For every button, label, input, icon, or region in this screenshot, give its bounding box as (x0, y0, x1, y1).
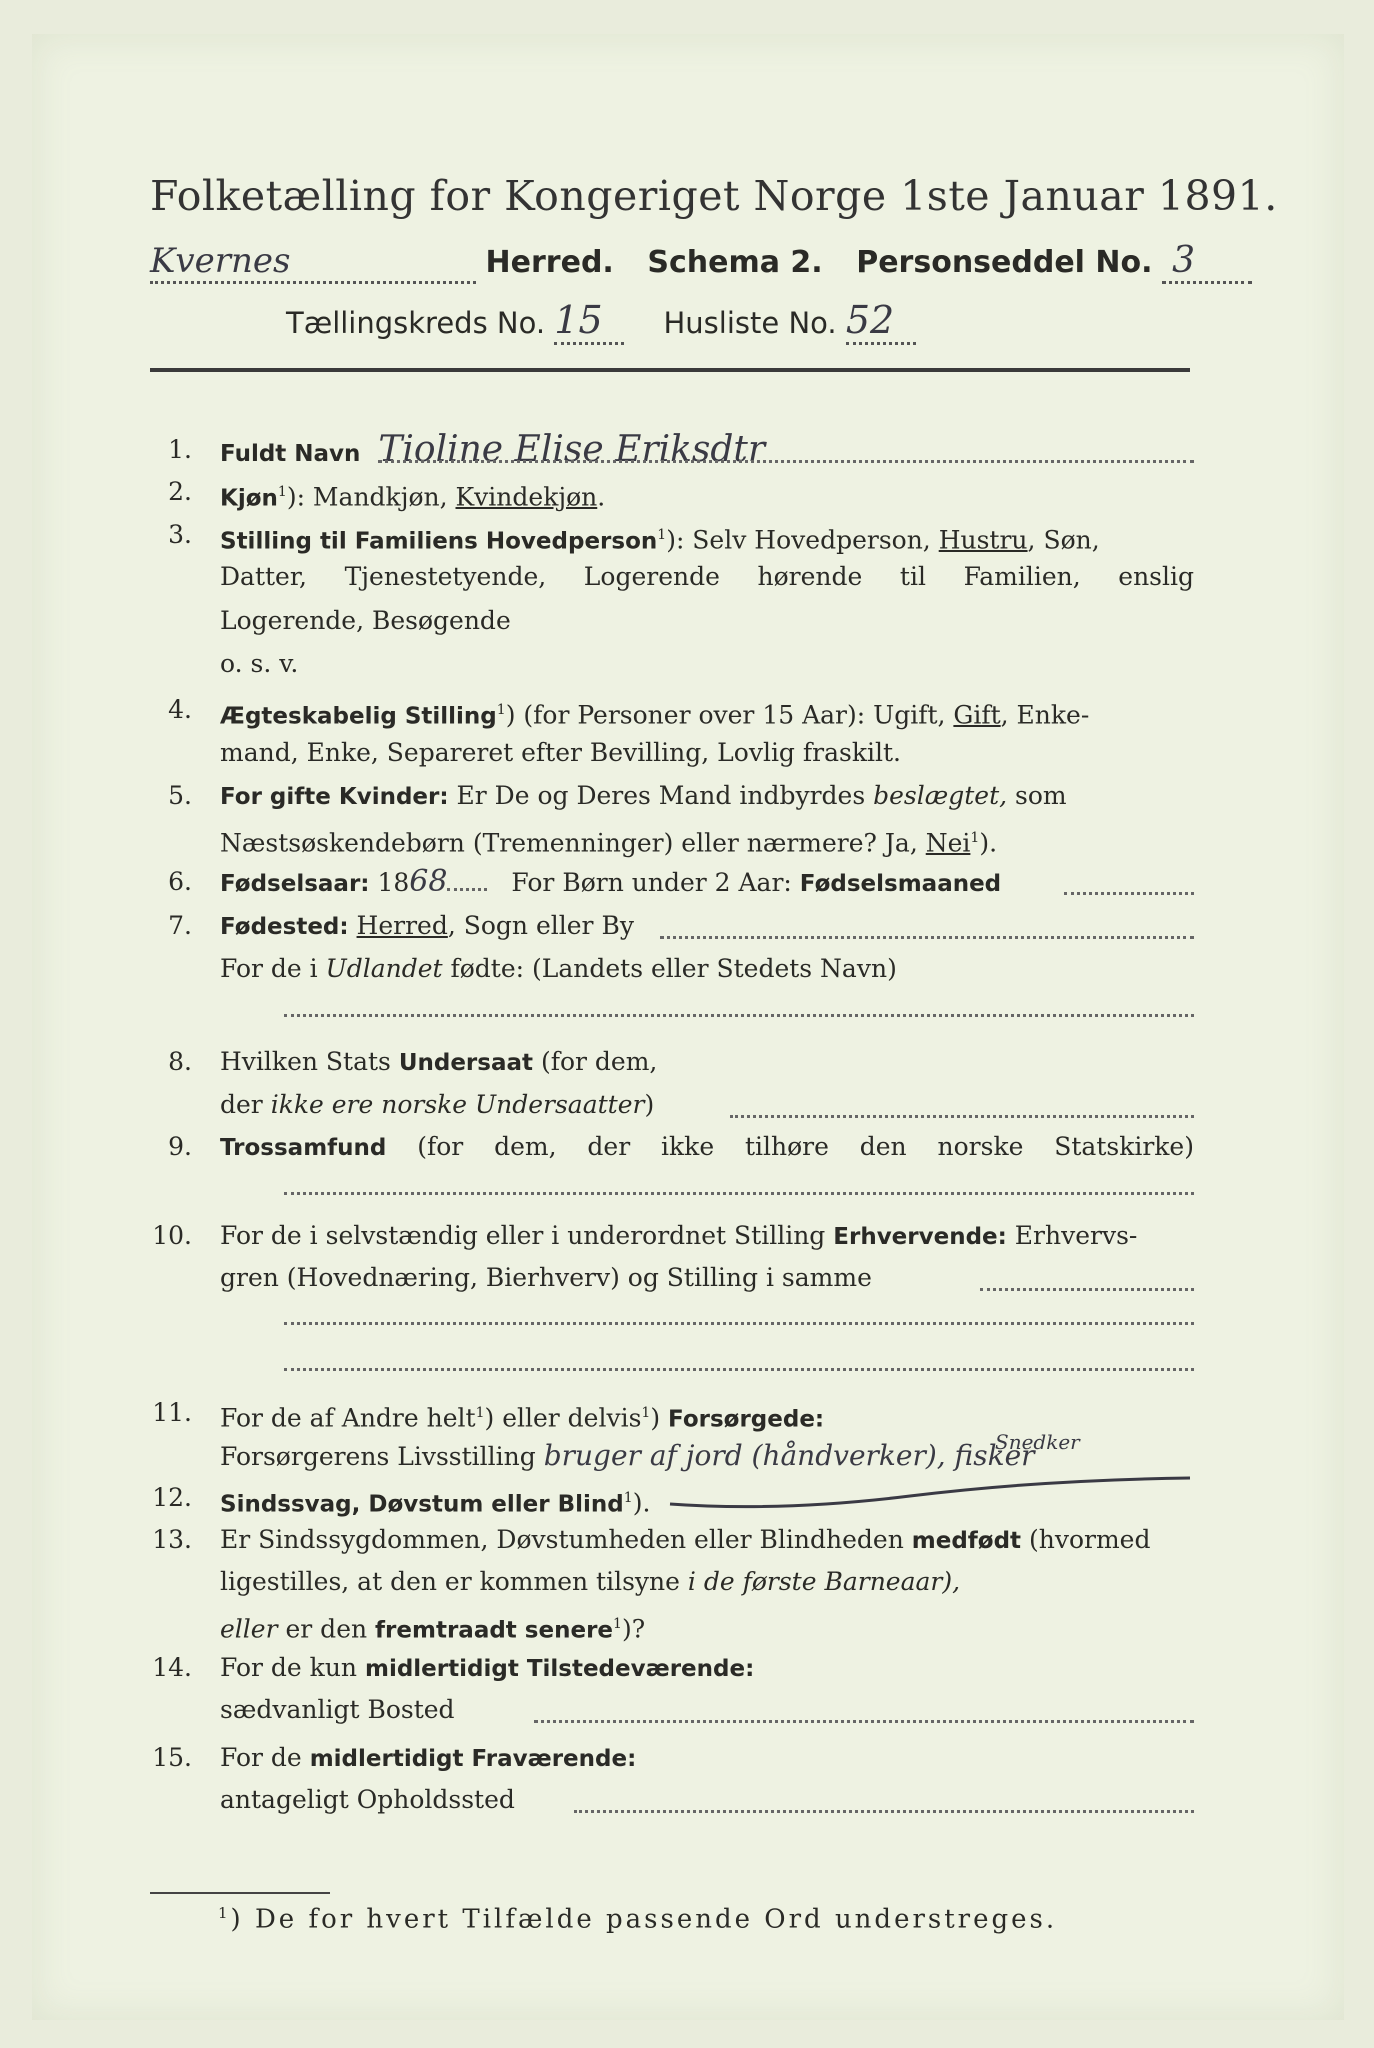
footnote (218, 1904, 1057, 1935)
item-14-text: For de kun (220, 1653, 365, 1682)
item-13-line2-text: ligestilles, at den er kommen tilsyne (220, 1567, 688, 1596)
item-3-underlined: Hustru (938, 525, 1028, 555)
personseddel-value: 3 (1162, 240, 1252, 284)
item-13-line3-end: )? (621, 1614, 646, 1644)
item-13-label: medfødt (911, 1528, 1022, 1554)
item-15-fill (574, 1810, 1194, 1813)
item-11-text-b: ) eller delvis (484, 1403, 642, 1433)
item-9-text: (for dem, der ikke tilhøre den norske Statskirke) (386, 1132, 1194, 1161)
item-7-text: , Sogn eller By (447, 911, 634, 940)
item-6-text: For Børn under 2 Aar: (511, 868, 800, 897)
item-10-blank-1 (284, 1322, 1194, 1325)
form-title: Folketælling for Kongeriget Norge 1ste Januar 1891. (150, 172, 1278, 220)
item-12-number: 12. (152, 1483, 192, 1512)
item-3-sup: 1 (657, 527, 667, 543)
item-8-line2-text: der (220, 1090, 271, 1119)
item-6-number: 6. (168, 867, 192, 896)
footnote-sup: 1 (218, 1904, 231, 1922)
item-3-text-b: , Søn, (1027, 525, 1100, 555)
birth-year-value: 68 (409, 864, 448, 899)
item-14-line2-text: sædvanligt Bosted (220, 1695, 455, 1724)
item-13-italic: i de første Barneaar), (687, 1567, 961, 1596)
item-11-sup-2: 1 (641, 1405, 651, 1421)
item-11-number: 11. (152, 1398, 192, 1427)
item-13-line3-text: er den (277, 1614, 376, 1644)
item-7-label: Fødested: (220, 914, 349, 940)
item-11-text-c: ) (650, 1403, 669, 1433)
item-10-line2-text: gren (Hovednæring, Bierhverv) og Stilling i samme (220, 1263, 872, 1292)
item-3-label: Stilling til Familiens Hovedperson (220, 528, 658, 555)
item-5-sup: 1 (970, 830, 980, 846)
item-6-fill (1064, 892, 1194, 895)
footnote-text: ) De for hvert Tilfælde passende Ord understreges. (230, 1904, 1058, 1935)
item-10-blank-2 (284, 1368, 1194, 1371)
item-13-number: 13. (152, 1525, 192, 1554)
item-13-text: Er Sindssygdommen, Døvstumheden eller Blindheden (220, 1525, 912, 1554)
item-13-text-b: (hvormed (1021, 1525, 1151, 1554)
item-1-fill (378, 460, 1194, 463)
item-14-label: midlertidigt Tilstedeværende: (364, 1656, 755, 1682)
kreds-value: 15 (554, 298, 624, 345)
item-3-line2-text: Datter, Tjenestetyende, Logerende hørende til Familien, enslig (220, 562, 1194, 591)
item-4-line2-text: mand, Enke, Separeret efter Bevilling, Lovlig fraskilt. (220, 738, 901, 767)
item-6-label: Fødselsaar: (220, 871, 370, 897)
item-2-underlined: Kvindekjøn (455, 482, 598, 512)
item-15-number: 15. (152, 1743, 192, 1772)
item-9-label: Trossamfund (220, 1135, 387, 1161)
item-5-number: 5. (168, 781, 192, 810)
item-11-text: For de af Andre helt (220, 1403, 476, 1433)
item-10-fill (980, 1288, 1194, 1291)
husliste-label: Husliste No. (663, 306, 837, 340)
item-5-line2-end: ). (979, 828, 998, 858)
item-8-label: Undersaat (398, 1050, 533, 1076)
item-7-blank (284, 1014, 1194, 1017)
item-7-italic: Udlandet (325, 954, 443, 983)
item-5-italic: beslægtet, (873, 781, 1008, 810)
provider-occupation-value: bruger af jord (håndverker), fisker (543, 1439, 1035, 1472)
item-6-label2: Fødselsmaaned (799, 871, 1002, 897)
item-15-label: midlertidigt Fraværende: (309, 1746, 637, 1772)
item-4-label: Ægteskabelig Stilling (220, 703, 497, 730)
item-11-sup: 1 (475, 1405, 485, 1421)
item-12-label: Sindssvag, Døvstum eller Blind (220, 1491, 624, 1518)
item-7-line2-end: fødte: (Landets eller Stedets Navn) (442, 954, 897, 983)
item-11-line2-text: Forsørgerens Livsstilling (220, 1442, 536, 1471)
item-1-number: 1. (168, 435, 192, 464)
item-13-label2: fremtraadt senere (375, 1617, 614, 1644)
item-2-number: 2. (168, 477, 192, 506)
item-12-text: ). (632, 1488, 651, 1518)
item-15-text: For de (220, 1743, 310, 1772)
item-3-number: 3. (168, 520, 192, 549)
birth-year-prefix: 18 (377, 868, 410, 897)
provider-occupation-note: Snedker (995, 1430, 1080, 1454)
item-13-sup: 1 (613, 1616, 622, 1632)
kreds-row (286, 298, 916, 345)
item-8-line2-end: ) (644, 1090, 655, 1119)
item-10-text-b: Erhvervs- (1006, 1221, 1138, 1250)
handwritten-stroke (660, 1460, 1220, 1520)
item-8-text: Hvilken Stats (220, 1047, 399, 1076)
item-8-fill (730, 1115, 1194, 1118)
item-5-line2-text: Næstsøskendebørn (Tremenninger) eller nærmere? Ja, (220, 828, 926, 858)
item-3-text: ): Selv Hovedperson, (666, 525, 939, 555)
husliste-value: 52 (846, 298, 916, 345)
item-4-sup: 1 (496, 702, 506, 718)
item-4-underlined: Gift (953, 700, 1001, 730)
item-9-blank (284, 1192, 1194, 1195)
item-5-underlined: Nei (925, 828, 971, 858)
item-10-text: For de i selvstændig eller i underordnet Stilling (220, 1221, 834, 1250)
item-8-italic: ikke ere norske Undersaatter (270, 1090, 645, 1119)
item-2-text: ): Mandkjøn, (286, 482, 456, 512)
item-2-label: Kjøn (220, 485, 278, 512)
header-rule (150, 368, 1190, 372)
item-8-text-b: (for dem, (533, 1047, 658, 1076)
footnote-rule (150, 1892, 330, 1894)
item-7-number: 7. (168, 911, 192, 940)
item-3-line4-text: o. s. v. (220, 649, 299, 678)
schema-label: Schema 2. (647, 245, 823, 280)
item-4-text-b: , Enke- (1000, 700, 1090, 730)
item-1-label: Fuldt Navn (220, 441, 361, 467)
item-14-fill (534, 1720, 1194, 1723)
item-14-number: 14. (152, 1653, 192, 1682)
item-12-sup: 1 (623, 1490, 633, 1506)
item-4-number: 4. (168, 695, 192, 724)
item-5-text-b: som (1007, 781, 1067, 810)
item-7-line2-text: For de i (220, 954, 326, 983)
item-9-number: 9. (168, 1132, 192, 1161)
herred-row (150, 240, 1252, 284)
item-4-text: ) (for Personer over 15 Aar): Ugift, (505, 700, 954, 730)
herred-value: Kvernes (150, 241, 476, 284)
item-2-sup: 1 (277, 484, 287, 500)
item-5-label: For gifte Kvinder: (220, 784, 449, 810)
full-name-value: Tioline Elise Eriksdtr (378, 429, 766, 470)
item-15-line2-text: antageligt Opholdssted (220, 1785, 515, 1814)
item-2-text-b: . (597, 482, 606, 512)
item-10-label: Erhvervende: (833, 1224, 1007, 1250)
item-5-text: Er De og Deres Mand indbyrdes (448, 781, 874, 810)
item-11-label: Forsørgede: (668, 1406, 825, 1433)
item-10-number: 10. (152, 1221, 192, 1250)
herred-label: Herred. (485, 245, 614, 280)
personseddel-label: Personseddel No. (856, 245, 1153, 280)
kreds-label: Tællingskreds No. (286, 306, 546, 340)
item-3-line3-text: Logerende, Besøgende (220, 606, 511, 635)
item-8-number: 8. (168, 1047, 192, 1076)
item-13-line3-italic: eller (220, 1614, 278, 1644)
item-7-fill (660, 936, 1194, 939)
item-7-underlined: Herred (356, 911, 448, 940)
